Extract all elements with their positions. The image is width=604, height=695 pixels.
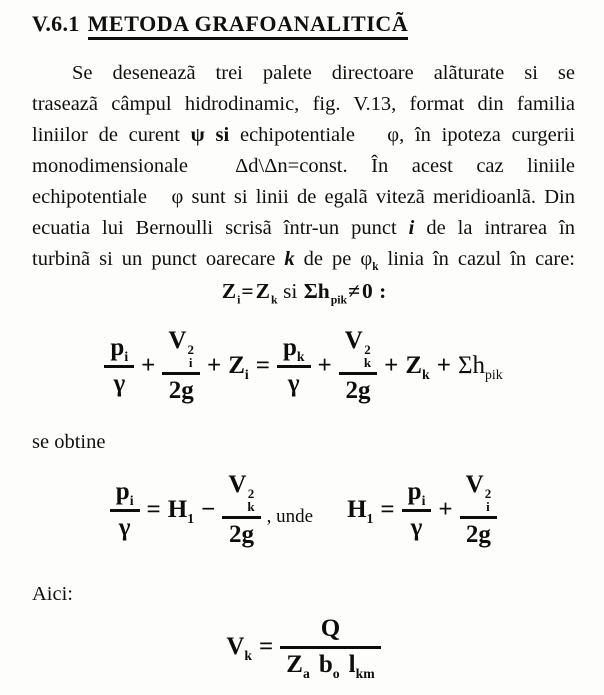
v-symbol: V bbox=[228, 470, 247, 498]
z-k-term bbox=[405, 352, 429, 380]
fraction-numerator bbox=[222, 471, 260, 516]
text-run: ecuatia lui Bernoulli scrisã într-un punct bbox=[32, 217, 409, 239]
subscript-k: k bbox=[422, 366, 430, 382]
text-run: liniilor de curent bbox=[32, 124, 191, 146]
subscript-k: k bbox=[247, 498, 255, 514]
point-k-variable: k bbox=[284, 248, 295, 270]
fraction-denominator: γ bbox=[402, 509, 432, 542]
superscript-2: 2 bbox=[484, 485, 492, 501]
subscript-k: k bbox=[244, 647, 253, 663]
b-symbol: b bbox=[318, 650, 333, 678]
paragraph-line-5 bbox=[32, 182, 575, 213]
subscript-k: k bbox=[271, 292, 278, 307]
subscript-i: i bbox=[486, 498, 490, 514]
fraction-pk-gamma bbox=[277, 334, 311, 398]
sigma-h-symbol: Σh bbox=[457, 351, 485, 379]
plus-sign: + bbox=[206, 351, 222, 379]
paragraph-line-4 bbox=[32, 151, 575, 182]
subscript-1: 1 bbox=[366, 510, 374, 526]
h-symbol: H bbox=[347, 495, 367, 523]
plus-sign: + bbox=[141, 351, 156, 379]
result-equation bbox=[32, 471, 575, 549]
plus-sign: + bbox=[317, 351, 332, 379]
p-symbol: p bbox=[110, 333, 125, 361]
zero-value: 0 bbox=[361, 279, 373, 303]
equals-sign: = bbox=[380, 495, 395, 523]
z-k-symbol: Z bbox=[255, 279, 271, 303]
paragraph-line-6 bbox=[32, 213, 575, 244]
text-run: Se deseneazã trei palete directoare alãturate si se bbox=[72, 62, 575, 84]
subscript-1: 1 bbox=[187, 510, 195, 526]
fraction-numerator bbox=[110, 478, 140, 509]
fraction-denominator: 2g bbox=[222, 516, 260, 549]
subscript-pik: pik bbox=[330, 292, 348, 307]
subscript-a: a bbox=[302, 665, 310, 681]
condition-formula bbox=[32, 277, 575, 305]
l-symbol: l bbox=[348, 650, 356, 678]
se-obtine-label: se obtine bbox=[32, 430, 106, 453]
fraction-numerator bbox=[162, 327, 200, 372]
fraction-denominator bbox=[280, 646, 380, 679]
v-symbol: V bbox=[168, 327, 187, 354]
fraction-denominator: γ bbox=[277, 365, 311, 398]
sigma-h-symbol: Σh bbox=[303, 279, 330, 303]
text-run: de la intrarea în bbox=[414, 217, 575, 239]
equals-sign: = bbox=[259, 632, 274, 660]
fraction-numerator bbox=[277, 334, 311, 365]
fraction-denominator: γ bbox=[110, 509, 140, 542]
section-number: V.6.1 bbox=[32, 11, 80, 36]
subscript-i: i bbox=[129, 492, 134, 508]
z-symbol: Z bbox=[286, 650, 303, 678]
z-i-symbol: Z bbox=[221, 279, 237, 303]
equals-sign: = bbox=[255, 351, 270, 379]
subscript-pik: pik bbox=[485, 366, 503, 382]
velocity-equation bbox=[32, 615, 575, 679]
text-run: echipotentiale φ, în ipoteza curgerii bbox=[229, 124, 575, 146]
sub-sup-stack bbox=[364, 343, 371, 369]
h1-term bbox=[168, 496, 194, 524]
fraction-numerator bbox=[339, 327, 377, 372]
z-a-term bbox=[286, 650, 310, 681]
plus-sign: + bbox=[436, 351, 451, 379]
fraction-vk2-2g bbox=[339, 327, 377, 405]
fraction-pi-gamma bbox=[104, 334, 134, 398]
b-o-term bbox=[318, 650, 340, 681]
v-symbol: V bbox=[465, 470, 484, 498]
head-loss-term bbox=[458, 352, 503, 380]
text-run: linia în cazul în care: bbox=[378, 248, 575, 270]
fraction-denominator: 2g bbox=[460, 516, 498, 549]
subscript-k: k bbox=[363, 354, 372, 370]
subscript-i: i bbox=[124, 348, 129, 364]
sub-sup-stack bbox=[485, 487, 492, 513]
not-equal-sign: ≠ bbox=[348, 279, 360, 303]
fraction-denominator: γ bbox=[104, 365, 134, 398]
fraction-q-over-zbl bbox=[280, 615, 380, 679]
equals-sign: = bbox=[146, 495, 161, 523]
p-symbol: p bbox=[407, 477, 422, 505]
point-i-variable: i bbox=[408, 217, 415, 239]
h-symbol: H bbox=[167, 495, 188, 523]
p-symbol: p bbox=[115, 477, 130, 505]
fraction-pi-gamma bbox=[110, 478, 140, 542]
h1-term bbox=[347, 496, 373, 524]
fraction-denominator: 2g bbox=[339, 372, 377, 405]
z-symbol: Z bbox=[405, 351, 423, 379]
subscript-i: i bbox=[421, 492, 426, 508]
superscript-2: 2 bbox=[247, 485, 255, 501]
text-run: turbinã si un punct oarecare bbox=[32, 248, 285, 270]
subscript-km: km bbox=[355, 665, 375, 681]
p-symbol: p bbox=[282, 333, 297, 361]
subscript-k: k bbox=[296, 348, 305, 364]
subscript-o: o bbox=[332, 665, 340, 681]
equals-sign: = bbox=[241, 279, 254, 303]
aici-label: Aici: bbox=[32, 582, 73, 605]
unde-text: , unde bbox=[266, 505, 314, 527]
paragraph-line-2 bbox=[32, 89, 575, 120]
bernoulli-equation bbox=[32, 327, 575, 405]
phi-k-subscript: k bbox=[372, 261, 379, 274]
subscript-i: i bbox=[188, 354, 193, 370]
fraction-numerator bbox=[104, 334, 134, 365]
paragraph-line-3 bbox=[32, 120, 575, 151]
section-title: METODA GRAFOANALITICÃ bbox=[88, 11, 409, 40]
fraction-pi-gamma bbox=[402, 478, 432, 542]
fraction-denominator: 2g bbox=[162, 372, 200, 405]
text-run: echipotentiale φ sunt si linii de egalã vitezã meridioanlã. Din bbox=[32, 186, 575, 208]
subscript-i: i bbox=[237, 292, 241, 307]
minus-sign: − bbox=[201, 495, 216, 523]
body-paragraph bbox=[32, 58, 575, 275]
fraction-numerator bbox=[402, 478, 432, 509]
plus-sign: + bbox=[438, 495, 453, 523]
plus-sign: + bbox=[384, 351, 399, 379]
v-symbol: V bbox=[226, 632, 245, 660]
section-heading bbox=[32, 10, 575, 38]
colon-text: : bbox=[373, 279, 387, 303]
l-km-term bbox=[348, 650, 375, 681]
text-run: de pe φ bbox=[294, 248, 373, 270]
superscript-2: 2 bbox=[364, 341, 371, 357]
z-i-term bbox=[228, 352, 249, 380]
v-k-term bbox=[226, 633, 252, 661]
si-text: si bbox=[277, 279, 303, 303]
subscript-i: i bbox=[244, 366, 249, 382]
fraction-vi2-2g bbox=[460, 471, 498, 549]
text-run: monodimensionale Δd\Δn=const. În acest caz liniile bbox=[32, 155, 575, 177]
text-run: traseazã câmpul hidrodinamic, fig. V.13, format din familia bbox=[32, 93, 575, 115]
fraction-vi2-2g bbox=[162, 327, 200, 405]
sub-sup-stack bbox=[247, 487, 254, 513]
superscript-2: 2 bbox=[187, 341, 194, 357]
z-symbol: Z bbox=[228, 351, 245, 379]
fraction-numerator bbox=[460, 471, 498, 516]
fraction-vk2-2g bbox=[222, 471, 260, 549]
v-symbol: V bbox=[344, 327, 363, 354]
sub-sup-stack bbox=[187, 343, 194, 369]
paragraph-line-7 bbox=[32, 244, 575, 275]
fraction-numerator: Q bbox=[320, 614, 341, 642]
paragraph-line-1 bbox=[32, 58, 575, 89]
psi-bold-run: ψ si bbox=[190, 124, 230, 146]
